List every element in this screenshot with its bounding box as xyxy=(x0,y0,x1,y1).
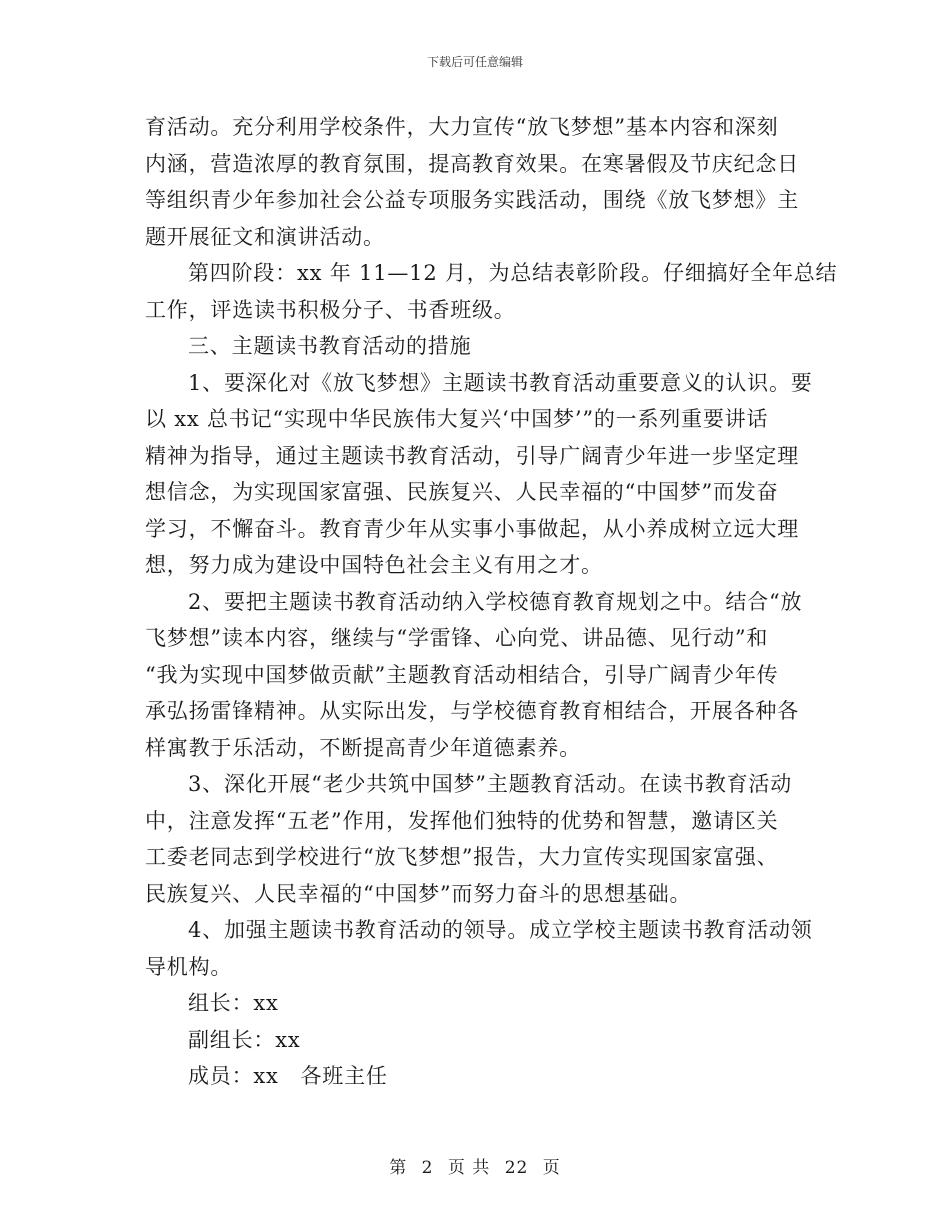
text-line: 学习，不懈奋斗。教育青少年从实事小事做起，从小养成树立远大理 xyxy=(145,516,799,541)
text-line: 想，努力成为建设中国特色社会主义有用之才。 xyxy=(145,553,603,577)
footer-suffix: 页 xyxy=(542,1158,561,1178)
footer-total-pages: 22 xyxy=(504,1158,529,1178)
text-line: 第四阶段：xx 年 11—12 月，为总结表彰阶段。仔细搞好全年总结 xyxy=(188,261,838,285)
text-line: 3、深化开展“老少共筑中国梦”主题教育活动。在读书教育活动 xyxy=(188,772,793,796)
text-line: 2、要把主题读书教育活动纳入学校德育教育规划之中。结合“放 xyxy=(188,589,803,614)
footer-page-number: 2 xyxy=(421,1158,434,1178)
page-header: 下载后可任意编辑 xyxy=(426,55,523,69)
text-line: 成员：xx 各班主任 xyxy=(188,1064,388,1088)
text-line: 样寓教于乐活动，不断提高青少年道德素养。 xyxy=(145,735,581,760)
text-line: “我为实现中国梦做贡献”主题教育活动相结合，引导广阔青少年传 xyxy=(145,662,779,687)
text-line: 民族复兴、人民幸福的“中国梦”而努力奋斗的思想基础。 xyxy=(145,881,692,906)
text-line: 精神为指导，通过主题读书教育活动，引导广阔青少年进一步坚定理 xyxy=(145,443,799,468)
text-line: 工委老同志到学校进行“放飞梦想”报告，大力宣传实现国家富强、 xyxy=(145,845,779,869)
text-line: 内涵，营造浓厚的教育氛围，提高教育效果。在寒暑假及节庆纪念日 xyxy=(145,151,799,176)
text-line: 飞梦想”读本内容，继续与“学雷锋、心向党、讲品德、见行动”和 xyxy=(145,626,769,650)
text-line: 组长：xx xyxy=(188,991,279,1015)
text-line: 4、加强主题读书教育活动的领导。成立学校主题读书教育活动领 xyxy=(188,918,813,942)
document-body xyxy=(145,109,838,1095)
text-line: 三、主题读书教育活动的措施 xyxy=(188,334,472,358)
text-line: 题开展征文和演讲活动。 xyxy=(145,224,385,249)
page-footer xyxy=(0,1153,950,1178)
text-line: 想信念，为实现国家富强、民族复兴、人民幸福的“中国梦”而发奋 xyxy=(145,480,779,504)
text-line: 副组长：xx xyxy=(188,1027,301,1052)
footer-middle: 页 共 xyxy=(447,1158,491,1178)
text-line: 中，注意发挥“五老”作用，发挥他们独特的优势和智慧，邀请区关 xyxy=(145,808,779,833)
text-line: 育活动。充分利用学校条件，大力宣传“放飞梦想”基本内容和深刻 xyxy=(145,115,779,139)
text-line: 承弘扬雷锋精神。从实际出发，与学校德育教育相结合，开展各种各 xyxy=(145,699,799,723)
text-line: 导机构。 xyxy=(145,954,233,979)
text-line: 工作，评选读书积极分子、书香班级。 xyxy=(145,297,516,322)
text-line: 1、要深化对《放飞梦想》主题读书教育活动重要意义的认识。要 xyxy=(188,370,813,395)
text-line: 以 xx 总书记“实现中华民族伟大复兴‘中国梦’”的一系列重要讲话 xyxy=(145,407,769,431)
text-line: 等组织青少年参加社会公益专项服务实践活动，围绕《放飞梦想》主 xyxy=(145,188,799,212)
footer-prefix: 第 xyxy=(389,1158,408,1178)
